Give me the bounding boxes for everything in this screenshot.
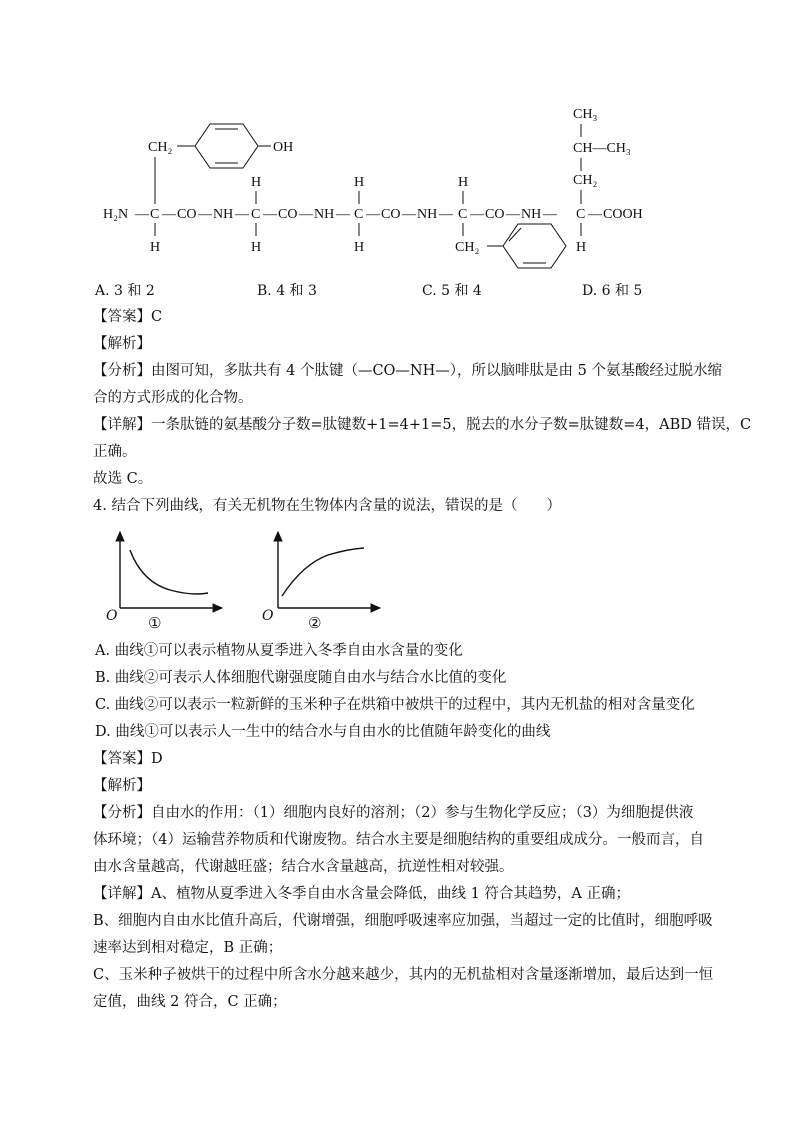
q4-option-a: A. 曲线①可以表示植物从夏季进入冬季自由水含量的变化 — [95, 643, 463, 659]
q3-conclusion: 故选 C。 — [93, 471, 153, 487]
peptide-structure-diagram — [95, 100, 655, 275]
h-bottom-c3: H — [354, 240, 365, 255]
svg-text:—: — — [588, 207, 602, 222]
svg-text:—: — — [470, 207, 484, 222]
c4-label: C — [458, 207, 468, 222]
q3-fenxi-line1: 【分析】由图可知，多肽共有 4 个肽键（—CO—NH—），所以脑啡肽是由 5 个氨基酸经过脱水缩 — [93, 363, 722, 379]
graph-curve-1 — [100, 530, 230, 632]
q4-fenxi-line2: 体环境；（4）运输营养物质和代谢废物。结合水主要是细胞结构的重要组成成分。一般而言，自 — [93, 832, 704, 848]
svg-text:—: — — [439, 207, 453, 222]
benzene-ring-tyrosine — [195, 124, 258, 168]
q3-option-d: D. 6 和 5 — [582, 283, 643, 299]
q4-analysis-label: 【解析】 — [93, 778, 151, 794]
q4-xiangjie-line4: C、玉米种子被烘干的过程中所含水分越来越少，其内的无机盐相对含量逐渐增加，最后达到一恒 — [93, 967, 714, 983]
ch2-tyr-label: CH₂ — [148, 140, 173, 155]
svg-text:—: — — [198, 207, 212, 222]
h-top-c4: H — [458, 175, 469, 190]
graph1-label: ① — [148, 614, 162, 632]
q4-xiangjie-line1: 【详解】A、植物从夏季进入冬季自由水含量会降低，曲线 1 符合其趋势，A 正确； — [93, 886, 630, 902]
h-bottom-c5: H — [576, 240, 587, 255]
curve-1-decreasing — [130, 550, 208, 594]
svg-text:—: — — [506, 207, 520, 222]
nh2-label: NH — [314, 207, 335, 222]
co3-label: CO — [381, 207, 401, 222]
graph-curve-2 — [258, 530, 388, 632]
co1-label: CO — [177, 207, 197, 222]
ch-ch3-label: CH—CH₃ — [573, 141, 631, 156]
c2-label: C — [251, 207, 261, 222]
q3-answer: 【答案】C — [93, 309, 163, 325]
ch3-label: CH₃ — [573, 107, 598, 122]
cooh-label: COOH — [603, 207, 643, 222]
curve-2-increasing — [282, 548, 364, 596]
graph1-origin: O — [106, 608, 118, 624]
q4-option-d: D. 曲线①可以表示人一生中的结合水与自由水的比值随年龄变化的曲线 — [95, 724, 551, 740]
q4-option-b: B. 曲线②可表示人体细胞代谢强度随自由水与结合水比值的变化 — [95, 670, 507, 686]
q3-fenxi-line2: 合的方式形成的化合物。 — [93, 390, 253, 406]
q3-xiangjie-line1: 【详解】一条肽链的氨基酸分子数=肽键数+1=4+1=5，脱去的水分子数=肽键数=4，ABD 错误，C — [93, 417, 752, 433]
svg-text:—: — — [162, 207, 176, 222]
svg-text:—: — — [135, 207, 149, 222]
svg-text:—: — — [543, 207, 557, 222]
q3-analysis-label: 【解析】 — [93, 336, 151, 352]
svg-text:—: — — [366, 207, 380, 222]
c1-label: C — [150, 207, 160, 222]
q4-fenxi-line1: 【分析】自由水的作用：（1）细胞内良好的溶剂；（2）参与生物化学反应；（3）为细胞提供液 — [93, 805, 694, 821]
q3-option-a: A. 3 和 2 — [95, 283, 155, 299]
q4-xiangjie-line2: B、细胞内自由水比值升高后，代谢增强，细胞呼吸速率应加强，当超过一定的比值时，细胞呼吸 — [93, 913, 713, 929]
h-bottom-c1: H — [150, 240, 161, 255]
svg-text:—: — — [402, 207, 416, 222]
svg-text:—: — — [336, 207, 350, 222]
q4-stem: 4. 结合下列曲线，有关无机物在生物体内含量的说法，错误的是（ ） — [93, 498, 561, 514]
c5-label: C — [576, 207, 586, 222]
h-bottom-c2: H — [251, 240, 262, 255]
svg-text:—: — — [235, 207, 249, 222]
svg-text:—: — — [299, 207, 313, 222]
graph2-label: ② — [308, 614, 322, 632]
q4-xiangjie-line3: 速率达到相对稳定，B 正确； — [93, 940, 283, 956]
nh1-label: NH — [213, 207, 234, 222]
oh-label: OH — [273, 140, 294, 155]
c3-label: C — [354, 207, 364, 222]
q4-answer: 【答案】D — [93, 751, 163, 767]
q3-option-c: C. 5 和 4 — [422, 283, 482, 299]
q4-option-c: C. 曲线②可以表示一粒新鲜的玉米种子在烘箱中被烘干的过程中，其内无机盐的相对含量变化 — [95, 697, 695, 713]
co2-label: CO — [278, 207, 298, 222]
h-top-c3: H — [354, 175, 365, 190]
q3-option-b: B. 4 和 3 — [257, 283, 317, 299]
h-top-c2: H — [251, 175, 262, 190]
ch2-leu-label: CH₂ — [573, 173, 598, 188]
benzene-ring-phenylalanine — [503, 224, 566, 268]
nh4-label: NH — [521, 207, 542, 222]
q4-xiangjie-line5: 定值，曲线 2 符合，C 正确； — [93, 994, 287, 1010]
svg-text:—: — — [263, 207, 277, 222]
ch2-phe-label: CH₂ — [455, 240, 480, 255]
q4-fenxi-line3: 由水含量越高，代谢越旺盛；结合水含量越高，抗逆性相对较强。 — [93, 859, 514, 875]
graph2-origin: O — [262, 608, 274, 624]
nh3-label: NH — [417, 207, 438, 222]
h2n-label: H₂N — [103, 207, 129, 222]
co4-label: CO — [485, 207, 505, 222]
q3-xiangjie-line2: 正确。 — [93, 444, 137, 460]
